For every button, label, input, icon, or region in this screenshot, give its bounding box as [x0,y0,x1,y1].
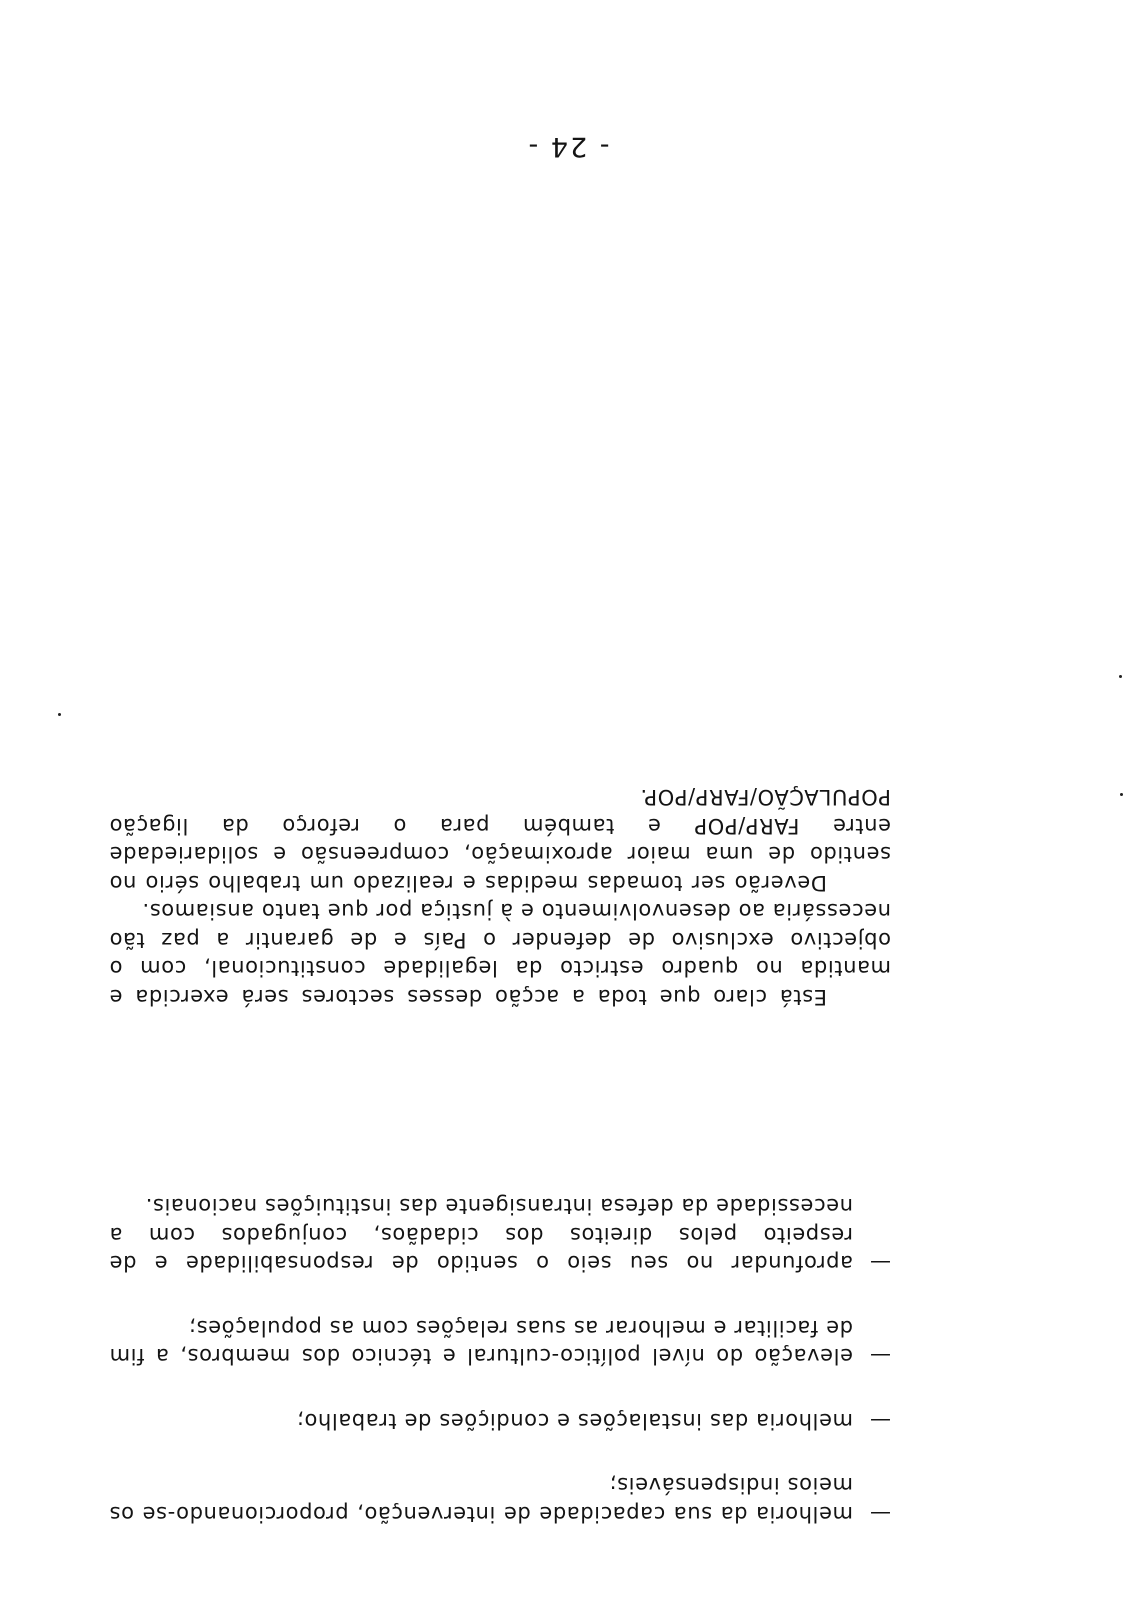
scan-speck [1120,793,1123,796]
paragraph: Está claro que toda a acção desses sectores será exercida e mantida no quadro estricto da legalidade constitucional, com o objectivo exclusivo de defender o País e de garantir a paz tão necessária ao desenvolvimento e à justiça por que tanto ansiamos. [109,899,891,1009]
list-item [109,1471,891,1528]
list-item [109,1314,891,1371]
list-item-text: aprofundar no seu seio o sentido de responsabilidade e de respeito pelos direitos dos cidadãos, conjugados com a necessidade da defesa intransigente das instituições nacionais. [109,1194,853,1276]
list-item-text: elevação do nível político-cultural e técnico dos membros, a fim de facilitar e melhorar as suas relações com as populações; [109,1316,853,1369]
measures-list [109,1156,891,1528]
list-item-text: melhoria da sua capacidade de intervenção, proporcionando-se os meios indispensáveis; [109,1473,853,1526]
scan-speck [58,713,61,716]
dash-marker: — [869,1409,891,1433]
list-item [109,1192,891,1278]
body-text [109,783,891,1011]
paragraph: Deverão ser tomadas medidas e realizado um trabalho sério no sentido de uma maior aproximação, compreensão e solidariedade entre FARP/POP e também para o reforço da ligação POPULAÇÃO/FARP/POP. [109,785,891,895]
list-item [109,1407,891,1436]
list-item-text: melhoria das instalações e condições de trabalho; [296,1409,853,1433]
dash-marker: — [869,1502,891,1526]
dash-marker: — [869,1344,891,1369]
page-number: - 24 - [526,131,610,162]
dash-marker: — [869,1251,891,1276]
scan-speck [1119,675,1122,678]
